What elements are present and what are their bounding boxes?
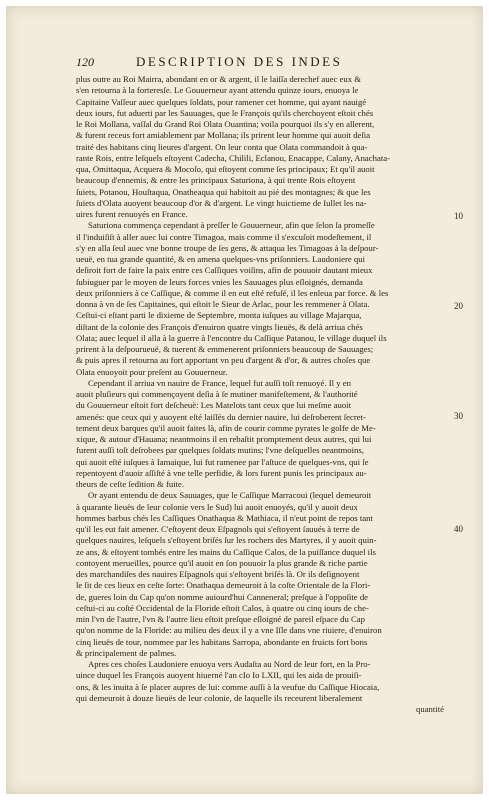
text-line: le Roi Mollana, vaſſal du Grand Roi Olata Ouantina; voila pourquoi ils s'y en allerent, [76,119,375,129]
text-line: à quarante lieuës de leur colonie vers le Sud) lui auoit enuoyés, qu'il y auoit deux [76,501,358,512]
text-line: & principalement de palmes. [76,647,177,658]
text-line: furent auſſi toſt deſrobees par quelques ſoldats mutins; l'vne deſquelles neantmoins, [76,445,364,456]
margin-number: 30 [454,411,463,421]
text-line: du Gouuerneur eſtoit fort deſcheuë: Les Matelots tant ceux que lui meſme auoit [76,400,352,411]
text-line: Capitaine Vaſſeur auec quelques ſoldats, pour ramener cet homme, qui ayant nauigé [76,96,367,107]
margin-number: 10 [454,211,463,221]
margin-number: 40 [454,524,463,534]
running-title: DESCRIPTION DES INDES [136,54,343,69]
text-line: ons, & les inuita à ſe placer aupres de lui: comme auſſi à la veufue du Caſſique Hiocaia, [76,681,380,692]
text-line: ceſtui-ci au coſté Occidental de la Floride eſtoit Calos, à quatre ou cinq iours de che- [76,602,369,613]
text-line: qui auoit eſté iuſques à Iamaique, lui fut ramenee par l'aſtuce de quelques-vns, qui ſe [76,456,369,467]
text-line: Apres ces choſes Laudoniere enuoya vers Audaſta au Nord de leur fort, en la Pro- [88,659,371,669]
text-line: theurs de ceſte ſedition & fuite. [76,479,185,489]
margin-number: 20 [454,301,463,311]
text-line: min l'vn de l'autre, l'vn & l'autre lieu eſtoit preſque eſloigné de pareil eſpace du Cap [76,614,365,624]
text-line: qu'il les eut fait amener. C'eſtoyent deux Eſpagnols qui s'eſtoyent ſauués à terre de [76,524,360,534]
page-number: 120 [76,55,94,69]
text-line: qua, Omittaqua, Acquera & Mocoſo, qui eſtoyent comme ſes principaux; Et qu'il auoit [76,164,375,174]
text-line: de, gueres loin du Cap qu'on nomme auiourd'hui Canneneral; preſque à l'oppoſite de [76,591,369,602]
text-line: hommes barbus chés les Caſſiques Onathaqua & Mathiaca, il n'eut point de repos tant [76,512,373,523]
text-line: prirent à la deſpourueuë, & tuerent & emmenerent priſonniers beaucoup de Sauuages; [76,344,374,354]
text-body [76,74,444,715]
text-line: le ſit de ces lieux en ceſte ſorte: Onathaqua demeuroit à la coſte Orientale de la Flori- [76,580,371,591]
text-line: Or ayant entendu de deux Sauuages, que le Caſſique Marracoui (lequel demeuroit [88,490,372,501]
text-line: traité des habitans cinq lieures d'argent. On leur conta que Olata commandoit à qua- [76,141,368,152]
text-line: ſuiets, Potanou, Houſtaqua, Onatheaqua qui habitoit au pié des montagnes; & que les [76,186,371,197]
text-line: deux priſonniers à ce Caſſique, & comme il en eut eſté refuſé, il les enleua par force. & les [76,287,389,298]
text-line: Cependant il arriua vn nauire de France, lequel fut auſſi toſt renuoyé. Il y en [88,377,351,388]
text-line: s'y en alla ſeul auec vne bonne troupe de ſes gens, & attaqua les Timagoas à la deſpour- [76,242,379,253]
text-line: cinq lieuës de tour, nommee par les habitans Sarropa, abondante en fruicts fort bons [76,636,368,647]
text-line: uires furent renuoyés en France. [76,209,188,219]
text-line: Olata; auec lequel il alla à la guerre à l'encontre du Caſſique Patanou, le village duquel ils [76,332,387,343]
text-line: des marchandiſes des nauires Eſpagnols qui s'eſtoyent briſés là. Or ils deſignoyent [76,569,360,579]
text-line: Olata enuoyoit pour preſent au Gouuerneur. [76,366,228,377]
text-line: auoit pluſieurs qui commençoyent deſia à ſe mutiner manifeſtement, & l'authorité [76,389,358,399]
text-line: contoyent merueilles, pource qu'il auoit en ſon pouuoir la plus grande & riche partie [76,557,368,568]
text-line: ze ans, & eſtoyent tombés entre les mains du Caſſique Calos, de la puiſſance duquel ils [76,546,376,557]
text-line: ſuiets d'Olata auoyent beaucoup d'or & d'argent. Le vingt huictieme de Iullet les na- [76,197,367,208]
text-line: qui demeuroit à douze lieuës de leur colonie, de laquelle ils receurent liberalement [76,692,363,703]
text-line: s'en retourna à la forteresſe. Le Gouuerneur ayant attendu quinze iours, enuoya le [76,85,359,96]
text-line: plus outre au Roi Mairra, abondant en or & argent, il le laiſſa derechef auec eux & [76,74,361,84]
text-line: rante Rois, entre leſquels eſtoyent Cadecha, Chilili, Eclanou, Enacappe, Calany, Anachata- [76,152,391,163]
text-line: tement deux barques qu'il auoit faites là, afin de courir comme pyrates le golfe de Me- [76,422,376,433]
text-line: il l'induiſiſt à aller auec lui contre Timagoa, mais comme il s'excuſoit modeſtement, il [76,231,372,242]
text-line: deux iours, fut aduerti par les Sauuages, que le François qu'ils cherchoyent eſtoit chés [76,107,374,118]
text-line: xique, & autour d'Hauana; neantmoins il en rebaſtit promptement deux autres, qui lui [76,434,372,444]
text-line: donna à vn de ſes Capitaines, qui eſtoit le Sieur de Arlac, pour les remmener à Olata. [76,299,370,309]
text-line: quantité [416,704,444,714]
text-line: Ceſtui-ci eſtant parti le dixieme de Septembre, monta iuſques au village Majarqua, [76,310,362,321]
text-line: ſubiuguer par le moyen de leurs forces vnies les Sauuages plus eſloignés, demanda [76,276,363,287]
text-line: beaucoup d'ennemis, & entre les principaux Saturiona, à qui trente Rois eſtoyent [76,175,356,186]
text-line: uince duquel les François auoyent hiuerné l'an cIo Io LXII, qui les aida de prouiſi- [76,670,362,681]
page-header [6,55,483,71]
text-line: deſiroit fort de faire la paix entre ces Caſſiques voiſins, afin de pouuoir dautant mieux [76,265,373,276]
text-line: Saturiona commença cependant à preſſer le Gouuerneur, afin que ſelon ſa promeſſe [88,220,375,231]
text-line: qu'on nomme de la Floride: au milieu des deux il y a vne Iſle dans vne riuiere, d'enuiron [76,625,382,636]
text-line: & puis apres il retourna au fort apportant vn peu d'argent & d'or, & autres choſes que [76,355,371,366]
text-line: amenés: que ceux qui y auoyent eſté laiſſés du dernier nauire, lui deſroberent ſecret- [76,411,366,422]
book-page [6,6,483,794]
text-line: diſtant de la colonie des François d'enuiron quatre vingts lieuës, & delà arriua chés [76,321,363,332]
text-line: repentoyent d'auoir aſſiſté à vne telle perfidie, & lors furent punis les principaux au- [76,467,367,478]
text-line: ueuë, en tua grande quantité, & en amena quelques-vns priſonniers. Laudoniere qui [76,254,366,264]
text-line: quelques nauires, leſquels s'eſtoyent briſés ſur les rochers des Martyres, il y auoit quin- [76,535,377,546]
text-line: & furent receus fort amiablement par Mollana; ils prirent leur homme qui auoit deſia [76,130,371,141]
